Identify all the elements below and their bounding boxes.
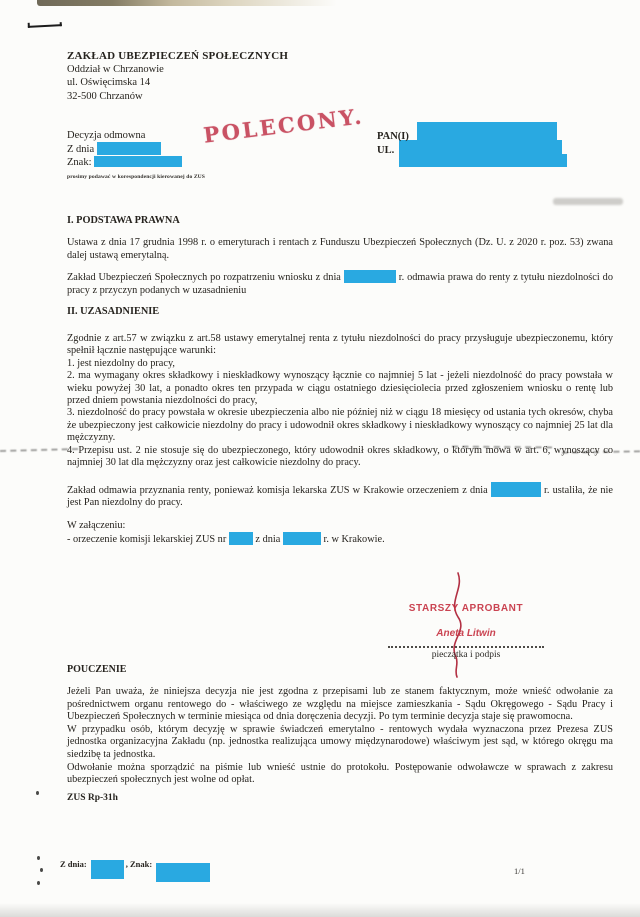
attachment-item <box>67 532 613 546</box>
ref-label: Znak: <box>67 157 92 168</box>
condition-item-3: 3. niezdolność do pracy powstała w okresie ubezpieczenia albo nie później niż w ciągu 18 miesięcy od ustania tych okresów, chyba że ubezpieczony jest całkowicie niezdolny do pracy i udowodnił okres składkowy i nieskładkowy wynoszący co najmniej 25 lat dla mężczyzny. <box>67 407 613 444</box>
section-title-instruction: POUCZENIE <box>67 664 127 675</box>
redaction-box <box>94 156 182 167</box>
scan-speck <box>36 791 39 795</box>
addressee-block <box>377 122 577 168</box>
refusal-paragraph <box>67 482 613 510</box>
decision-meta-block <box>67 129 205 184</box>
redaction-box <box>344 270 396 283</box>
form-code: ZUS Rp-31h <box>67 793 118 803</box>
decision-ref-line <box>67 156 205 169</box>
signature-block <box>382 603 550 660</box>
redaction-box <box>417 122 557 140</box>
redaction-box <box>91 860 124 879</box>
date-label: Z dnia <box>67 144 95 155</box>
instruction-paragraph-2: W przypadku osób, którym decyzję w sprawie świadczeń emerytalno - rentowych wydała wyznaczona przez Prezesa ZUS jednostka organizacyjna Zakładu (np. jednostka realizująca umowy międzynarodowe) właściwym jest sąd, w którego okręgu ma siedzibę ta jednostka. <box>67 723 613 760</box>
redaction-box <box>399 140 562 154</box>
redaction-box <box>156 863 210 882</box>
legal-basis-paragraph: Ustawa z dnia 17 grudnia 1998 r. o emeryturach i rentach z Funduszu Ubezpieczeń Społecznych (Dz. U. z 2020 r. poz. 53) zwana dalej ustawą emerytalną. <box>67 237 613 261</box>
addressee-salutation: PAN(I) <box>377 131 409 142</box>
attachment-text: z dnia <box>255 534 281 546</box>
instruction-block <box>67 686 613 787</box>
section-title-legal-basis: I. PODSTAWA PRAWNA <box>67 215 180 226</box>
condition-item-1: 1. jest niezdolny do pracy, <box>67 357 175 369</box>
footer-reference-line <box>60 859 210 882</box>
organization-branch: Oddział w Chrzanowie <box>67 64 164 76</box>
statement-text: r. odmawia prawa do renty z tytułu niezdolności do pracy z przyczyn podanych w uzasadnieniu <box>67 272 613 296</box>
pen-mark <box>28 24 62 34</box>
refusal-text: r. ustaliła, że nie jest Pan niezdolny do pracy. <box>67 484 613 509</box>
signature-dotted-line <box>388 646 544 648</box>
scan-smudge <box>553 198 623 205</box>
attachment-text: - orzeczenie komisji lekarskiej ZUS nr <box>67 534 227 546</box>
decision-type: Decyzja odmowna <box>67 130 146 141</box>
document-body <box>67 215 613 547</box>
scan-speck <box>37 856 40 860</box>
addressee-street-label: UL. <box>377 145 395 156</box>
condition-item-2: 2. ma wymagany okres składkowy i nieskładkowy wynoszący łącznie co najmniej 5 lat - jeżeli niezdolność do pracy powstała w wieku powyżej 30 lat, a ponadto okres ten przypada w ciągu ostatniego dziesięciolecia przed zgłoszeniem wniosku o rentę lub przed dniem powstania niezdolności do pracy, <box>67 370 613 406</box>
section-title-justification: II. UZASADNIENIE <box>67 306 160 318</box>
scan-edge-shading <box>0 903 640 917</box>
signature-caption: pieczątka i podpis <box>431 650 501 660</box>
decision-statement-paragraph <box>67 270 613 297</box>
polecony-stamp: POLECONY. <box>202 103 366 148</box>
redaction-box <box>399 154 567 167</box>
footer-date-label: Z dnia: <box>60 859 87 869</box>
scan-edge-smudge <box>37 0 337 6</box>
redaction-box <box>491 482 541 497</box>
redaction-box <box>229 532 253 545</box>
condition-item-4: 4. Przepisu ust. 2 nie stosuje się do ubezpieczonego, który udowodnił okres składkowy, o którym mowa w art. 6, wynoszący co najmniej 30 lat dla mężczyzny oraz jest całkowicie niezdolny do pracy. <box>67 444 613 469</box>
signer-name-stamp: Aneta Litwin <box>436 628 496 639</box>
instruction-paragraph-3: Odwołanie można sporządzić na piśmie lub wnieść ustnie do protokołu. Postępowanie odwoławcze w sprawach z zakresu ubezpieczeń społecznych jest wolne od opłat. <box>67 761 613 786</box>
page-number: 1/1 <box>514 866 525 876</box>
redaction-box <box>283 532 321 545</box>
refusal-text: Zakład odmawia przyznania renty, ponieważ komisja lekarska ZUS w Krakowie orzeczeniem z dnia <box>67 484 488 496</box>
signer-role-stamp: STARSZY APROBANT <box>408 603 524 614</box>
statement-text: Zakład Ubezpieczeń Społecznych po rozpatrzeniu wniosku z dnia <box>67 272 341 284</box>
attachments-label: W załączeniu: <box>67 519 126 531</box>
attachment-text: r. w Krakowie. <box>323 534 385 546</box>
conditions-intro: Zgodnie z art.57 w związku z art.58 ustawy emerytalnej renta z tytułu niezdolności do pracy przysługuje ubezpieczonemu, który spełnił łącznie następujące warunki: <box>67 332 613 357</box>
redaction-box <box>97 142 161 155</box>
footer-ref-label: , Znak: <box>125 859 153 869</box>
scan-speck <box>40 868 43 872</box>
instruction-paragraph-1: Jeżeli Pan uważa, że niniejsza decyzja nie jest zgodna z przepisami lub ze stanem faktycznym, może wnieść odwołanie za pośrednictwem organu rentowego do - właściwego ze względu na miejsce zamieszkania - Sądu Okręgowego - Sądu Pracy i Ubezpieczeń Społecznych w terminie miesiąca od dnia doręczenia decyzji. Po tym terminie decyzja staje się prawomocna. <box>67 686 613 723</box>
organization-name: ZAKŁAD UBEZPIECZEŃ SPOŁECZNYCH <box>67 50 289 62</box>
organization-street: ul. Oświęcimska 14 <box>67 77 151 89</box>
correspondence-note: prosimy podawać w korespondencji kierowanej do ZUS <box>67 174 206 180</box>
decision-date-line <box>67 142 205 156</box>
sender-address-block <box>67 50 288 103</box>
organization-city: 32-500 Chrzanów <box>67 90 143 102</box>
scan-speck <box>37 881 40 885</box>
